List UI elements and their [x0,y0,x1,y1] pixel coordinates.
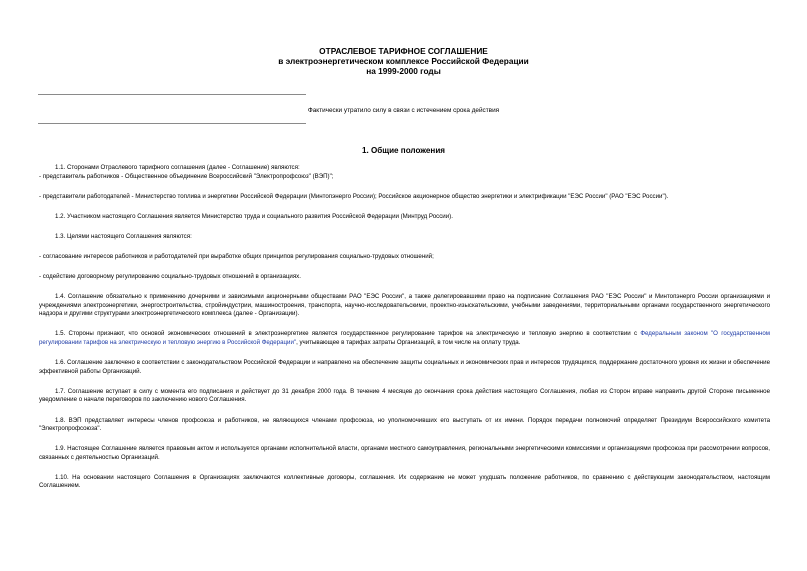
paragraph-1-9: 1.9. Настоящее Соглашение является правовым актом и используется органами исполнительной власти, органами местного самоуправления, региональными энергетическими комиссиями и организациями профсоюза при рассмотрении вопросов, связанных с деятельностью Организаций. [39,445,770,461]
paragraph-1-8: 1.8. ВЭП представляет интересы членов профсоюза и работников, не являющихся членами профсоюза, но уполномочивших его выступать от их имени. Порядок передачи полномочий определяет Президиум Всероссийского комитета "Электропрофсоюза". [39,416,770,433]
divider-top [38,94,306,95]
paragraph-1-6: 1.6. Соглашение заключено в соответствии с законодательством Российской Федерации и направлено на обеспечение защиты социальных и экономических прав и интересов трудящихся, поддержание достаточного уровня их жизни и обеспечение эффективной работы Организаций. [39,359,770,375]
paragraph-1-5-text: 1.5. Стороны признают, что основой экономических отношений в электроэнергетике является государственное регулирование тарифов на электрическую и тепловую энергию в соответствии с [55,330,641,338]
title-line-1: ОТРАСЛЕВОЕ ТАРИФНОЕ СОГЛАШЕНИЕ [319,46,488,56]
paragraph-1-4: 1.4. Соглашение обязательно к применению дочерними и зависимыми акционерными обществами РАО "ЕЭС России", а также делегировавшими право на подписание Соглашения РАО "ЕЭС России" и Минтопэнерго России организациями и учреждениями электроэнергетики, энергостроительства, стройиндустрии, машиностроения, транспорта, научно-исследовательскими, проектно-изыскательскими, учебными заведениями, территориальными органами государственного энергетического надзора и другими структурами электроэнергетического комплекса (далее - Организации). [39,293,770,318]
document-title [0,46,807,77]
federal-law-link[interactable]: Федеральным законом "О государственном регулировании тарифов на электрическую и тепловую энергию в Российской Федерации" [39,330,771,347]
document-body [39,164,770,491]
paragraph-1-7: 1.7. Соглашение вступает в силу с момента его подписания и действует до 31 декабря 2000 года. В течение 4 месяцев до окончания срока действия настоящего Соглашения, любая из Сторон вправе направить другой Стороне письменное уведомление о начале переговоров по заключению нового Соглашения. [39,387,770,404]
paragraph-1-1-worker-rep: - представитель работников - Общественное объединение Всероссийский "Электропрофсоюз" (ВЭП)"; [39,172,334,180]
paragraph-1-3-goal-b: - содействие договорному регулированию социально-трудовых отношений в организациях. [39,273,301,281]
status-note: Фактически утратило силу в связи с истечением срока действия [307,107,500,114]
paragraph-1-2: 1.2. Участником настоящего Соглашения является Министерство труда и социального развития Российской Федерации (Минтруд России). [55,212,453,220]
paragraph-1-1: 1.1. Сторонами Отраслевого тарифного соглашения (далее - Соглашение) являются: [55,164,300,171]
paragraph-1-10: 1.10. На основании настоящего Соглашения в Организациях заключаются коллективные договоры, соглашения. Их содержание не может ухудшать положение работников, по сравнению с действующим законодательством, настоящим Соглашением. [39,473,770,490]
paragraph-1-5-tail: , учитывающее в тарифах затраты Организаций, в том числе на оплату труда. [296,339,521,347]
divider-bottom [38,123,306,124]
paragraph-1-1-employer-reps: - представители работодателей - Министерство топлива и энергетики Российской Федерации (Минтопэнерго России); Российское акционерное общество энергетики и электрификации "ЕЭС России" (РАО "ЕЭС России"). [39,192,669,200]
paragraph-1-3-goal-a: - согласование интересов работников и работодателей при выработке общих принципов регулирования социально-трудовых отношений; [39,252,434,260]
paragraph-1-3: 1.3. Целями настоящего Соглашения являются: [55,232,192,240]
section-heading: 1. Общие положения [361,146,446,155]
paragraph-1-5 [39,330,770,347]
title-line-3: на 1999-2000 годы [366,66,441,77]
title-line-2: в электроэнергетическом комплексе Российской Федерации [278,56,529,67]
